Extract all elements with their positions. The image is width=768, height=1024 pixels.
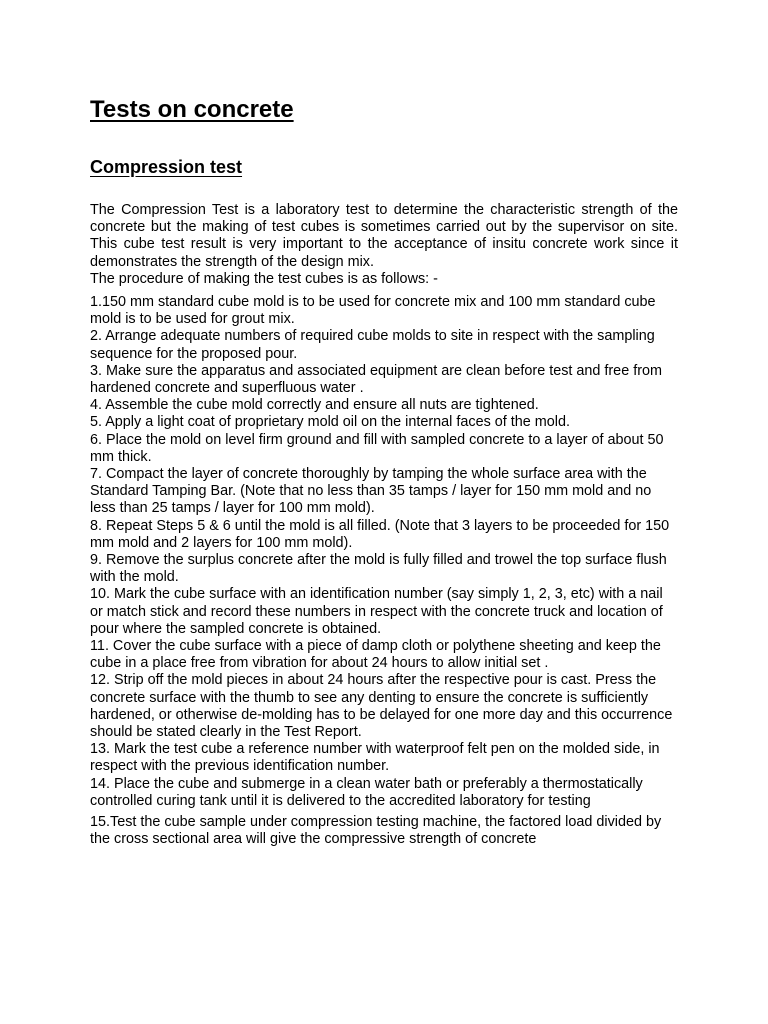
step-5: 5. Apply a light coat of proprietary mold oil on the internal faces of the mold. (90, 414, 570, 431)
intro-procedure-line: The procedure of making the test cubes is as follows: - (90, 270, 438, 287)
step-2: 2. Arrange adequate numbers of required cube molds to site in respect with the sampling sequence for the proposed pour. (90, 328, 655, 362)
step-1: 1.150 mm standard cube mold is to be used for concrete mix and 100 mm standard cube mold is to be used for grout mix. (90, 294, 656, 328)
step-10: 10. Mark the cube surface with an identification number (say simply 1, 2, 3, etc) with a nail or match stick and record these numbers in respect with the concrete truck and location of pour where the sampled concrete is obtained. (90, 586, 663, 637)
step-7: 7. Compact the layer of concrete thoroughly by tamping the whole surface area with the Standard Tamping Bar. (Note that no less than 35 tamps / layer for 150 mm mold and no less than 25 tamps / layer for 100 mm mold). (90, 466, 652, 517)
step-15: 15.Test the cube sample under compression testing machine, the factored load divided by the cross sectional area will give the compressive strength of concrete (90, 814, 662, 848)
intro-text: The Compression Test is a laboratory test to determine the characteristic strength of the concrete but the making of test cubes is sometimes carried out by the supervisor on site. This cube test result is very important to the acceptance of insitu concrete work since it demonstrates the strength of the design mix. (90, 202, 678, 270)
step-8: 8. Repeat Steps 5 & 6 until the mold is all filled. (Note that 3 layers to be proceeded for 150 mm mold and 2 layers for 100 mm mold). (90, 517, 670, 551)
step-4: 4. Assemble the cube mold correctly and ensure all nuts are tightened. (90, 397, 539, 414)
step-9: 9. Remove the surplus concrete after the mold is fully filled and trowel the top surface flush with the mold. (90, 552, 667, 586)
procedure-steps (90, 294, 678, 849)
step-14: 14. Place the cube and submerge in a clean water bath or preferably a thermostatically controlled curing tank until it is delivered to the accredited laboratory for testing (90, 775, 643, 809)
section-heading: Compression test (90, 157, 243, 177)
step-11: 11. Cover the cube surface with a piece of damp cloth or polythene sheeting and keep the cube in a place free from vibration for about 24 hours to allow initial set . (90, 638, 661, 672)
step-6: 6. Place the mold on level firm ground and fill with sampled concrete to a layer of about 50 mm thick. (90, 431, 664, 465)
step-13: 13. Mark the test cube a reference number with waterproof felt pen on the molded side, in respect with the previous identification number. (90, 741, 660, 775)
document-title: Tests on concrete (90, 96, 294, 123)
intro-paragraph (90, 202, 678, 288)
step-12: 12. Strip off the mold pieces in about 24 hours after the respective pour is cast. Press the concrete surface with the thumb to see any denting to ensure the concrete is sufficiently hardened, or otherwise de-molding has to be delayed for one more day and this occurrence should be stated clearly in the Test Report. (90, 672, 673, 741)
step-3: 3. Make sure the apparatus and associated equipment are clean before test and free from hardened concrete and superfluous water . (90, 362, 662, 397)
